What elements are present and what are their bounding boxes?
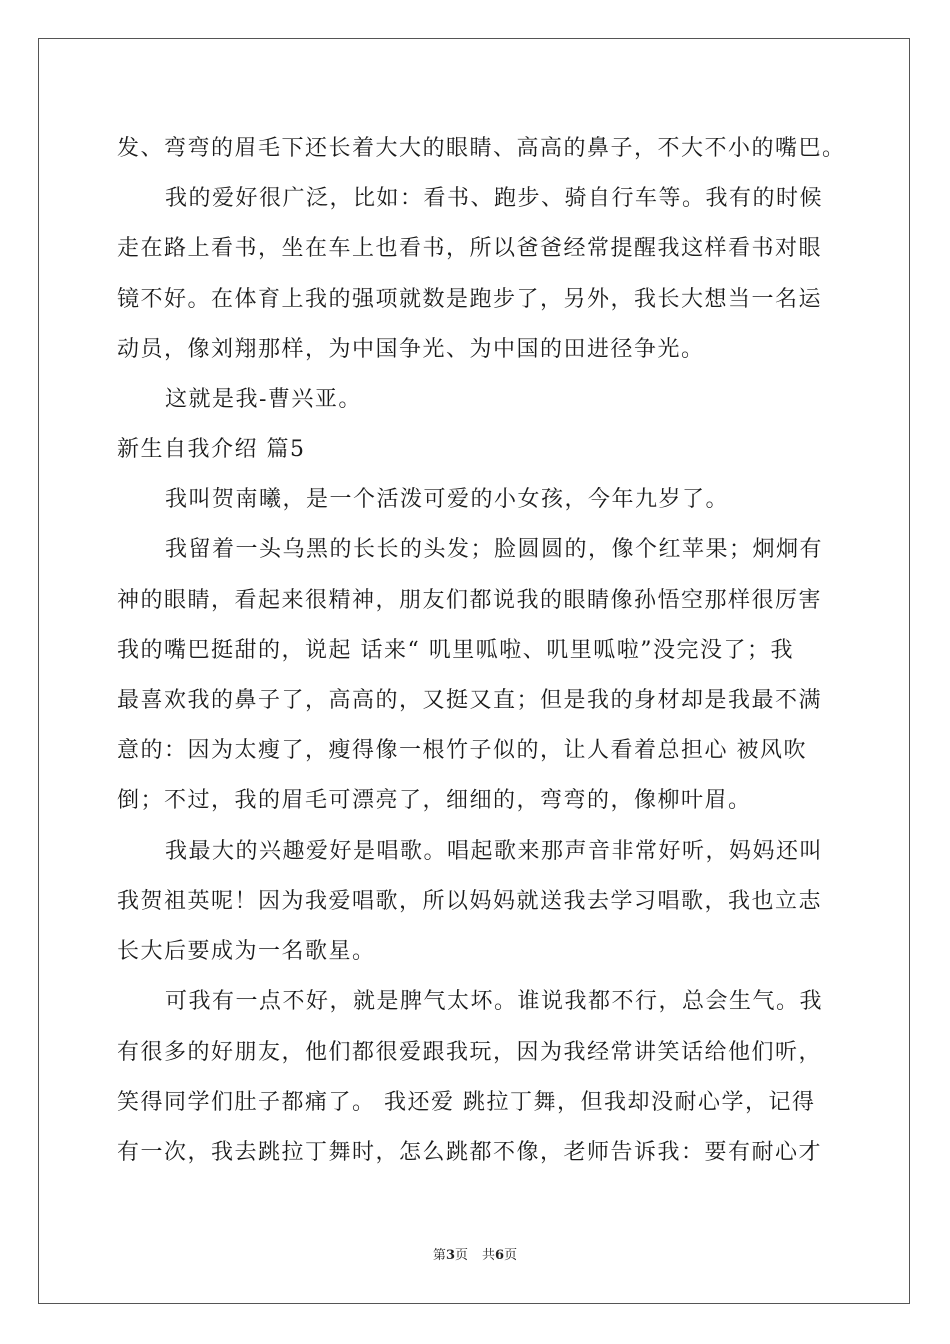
text-line: 最喜欢我的鼻子了，高高的，又挺又直；但是我的身材却是我最不满: [117, 688, 823, 713]
text-line: 走在路上看书，坐在车上也看书，所以爸爸经常提醒我这样看书对眼: [117, 236, 823, 261]
total-pages: 6: [495, 1248, 505, 1263]
text-line: 我的嘴巴挺甜的，说起 话来“ 叽里呱啦、叽里呱啦”没完没了；我: [117, 638, 794, 663]
paragraph-start: 这就是我-曹兴亚。: [165, 387, 362, 412]
text-line: 发、弯弯的眉毛下还长着大大的眼睛、高高的鼻子，不大不小的嘴巴。: [117, 136, 846, 161]
text-line: 镜不好。在体育上我的强项就数是跑步了，另外，我长大想当一名运: [117, 287, 823, 312]
page-label-prefix: 第: [432, 1248, 446, 1263]
text-line: 意的：因为太瘦了，瘦得像一根竹子似的，让人看着总担心 被风吹: [117, 738, 807, 763]
paragraph-start: 可我有一点不好，就是脾气太坏。谁说我都不行，总会生气。我: [165, 989, 824, 1014]
text-line: 有很多的好朋友，他们都很爱跟我玩，因为我经常讲笑话给他们听，: [117, 1040, 823, 1065]
text-line: 动员，像刘翔那样，为中国争光、为中国的田进径争光。: [117, 337, 705, 362]
text-line: 我贺祖英呢！因为我爱唱歌，所以妈妈就送我去学习唱歌，我也立志: [117, 889, 823, 914]
page-footer: [0, 1248, 950, 1264]
total-label-prefix: 共: [482, 1248, 496, 1263]
text-line: 神的眼睛，看起来很精神，朋友们都说我的眼睛像孙悟空那样很厉害: [117, 588, 823, 613]
text-line: 长大后要成为一名歌星。: [117, 939, 376, 964]
section-heading: 新生自我介绍 篇5: [117, 437, 306, 462]
text-line: 笑得同学们肚子都痛了。 我还爱 跳拉丁舞，但我却没耐心学，记得: [117, 1090, 816, 1115]
text-line: 有一次，我去跳拉丁舞时，怎么跳都不像，老师告诉我：要有耐心才: [117, 1140, 823, 1165]
page-label-suffix: 页: [454, 1248, 468, 1263]
paragraph-start: 我叫贺南曦，是一个活泼可爱的小女孩，今年九岁了。: [165, 487, 730, 512]
paragraph-start: 我的爱好很广泛，比如：看书、跑步、骑自行车等。我有的时候: [165, 186, 824, 211]
text-line: 倒；不过，我的眉毛可漂亮了，细细的，弯弯的，像柳叶眉。: [117, 788, 752, 813]
page-number: 3: [445, 1248, 455, 1263]
total-label-suffix: 页: [504, 1248, 518, 1263]
paragraph-start: 我留着一头乌黑的长长的头发；脸圆圆的，像个红苹果；炯炯有: [165, 537, 824, 562]
paragraph-start: 我最大的兴趣爱好是唱歌。唱起歌来那声音非常好听，妈妈还叫: [165, 839, 824, 864]
